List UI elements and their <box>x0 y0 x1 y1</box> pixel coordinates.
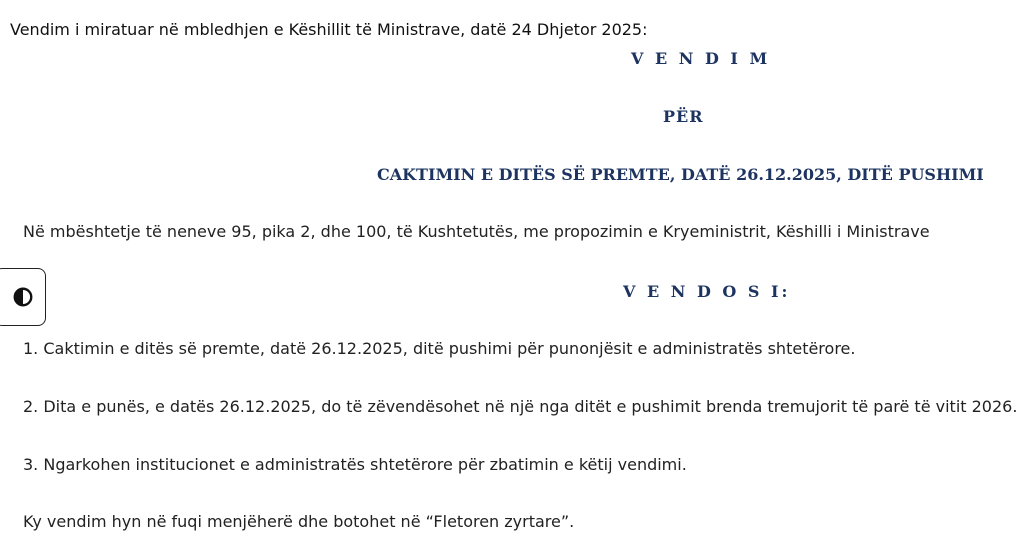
heading-vendosi: V E N D O S I: <box>623 282 791 301</box>
legal-basis-paragraph: Në mbështetje të neneve 95, pika 2, dhe 100, të Kushtetutës, me propozimin e Kryeministrit, Këshilli i Ministrave <box>23 222 930 241</box>
decision-item-3: 3. Ngarkohen institucionet e administratës shtetërore për zbatimin e këtij vendimi. <box>23 455 687 474</box>
decision-intro: Vendim i miratuar në mbledhjen e Këshillit të Ministrave, datë 24 Dhjetor 2025: <box>10 20 648 39</box>
contrast-toggle-button[interactable] <box>0 268 46 326</box>
decision-item-1: 1. Caktimin e ditës së premte, datë 26.12.2025, ditë pushimi për punonjësit e administratës shtetërore. <box>23 339 856 358</box>
contrast-icon <box>12 286 34 308</box>
heading-vendim: V E N D I M <box>631 49 771 68</box>
heading-per: PËR <box>663 107 704 126</box>
heading-subject: CAKTIMIN E DITËS SË PREMTE, DATË 26.12.2025, DITË PUSHIMI <box>377 165 984 184</box>
closing-paragraph: Ky vendim hyn në fuqi menjëherë dhe botohet në “Fletoren zyrtare”. <box>23 512 575 531</box>
decision-item-2: 2. Dita e punës, e datës 26.12.2025, do të zëvendësohet në një nga ditët e pushimit brenda tremujorit të parë të vitit 2026. <box>23 397 1018 416</box>
